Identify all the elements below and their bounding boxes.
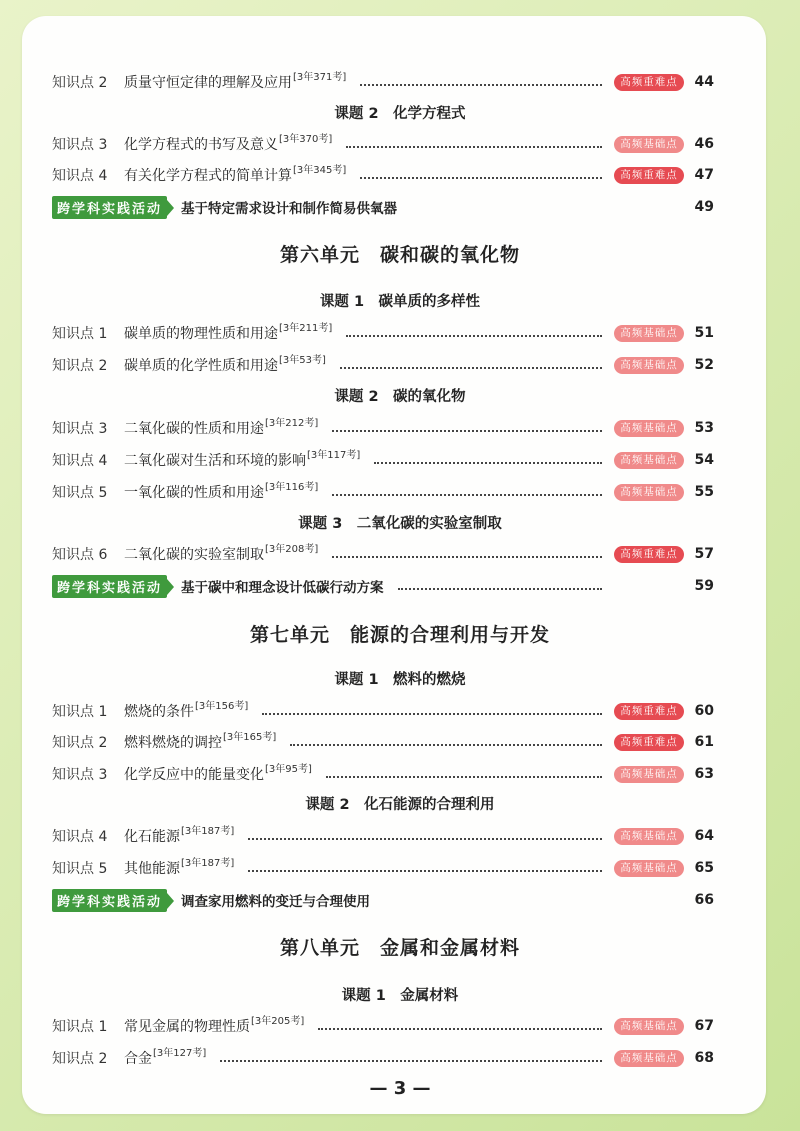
importance-badge: 高频重难点 xyxy=(614,167,684,184)
activity-tag: 跨学科实践活动 xyxy=(52,889,167,912)
unit-heading: 第八单元 金属和金属材料 xyxy=(279,937,520,959)
lesson-heading: 课题 1 燃料的燃烧 xyxy=(334,672,466,688)
activity-tag: 跨学科实践活动 xyxy=(52,575,167,598)
importance-badge: 高频基础点 xyxy=(614,766,684,783)
exam-frequency: [3年370考] xyxy=(279,133,333,145)
footer-page-number: — 3 — xyxy=(369,1078,431,1099)
entry-title: 二氧化碳的性质和用途 xyxy=(124,421,264,437)
toc-entry[interactable] xyxy=(52,353,714,377)
entry-title: 二氧化碳对生活和环境的影响 xyxy=(124,453,306,469)
toc-entry[interactable] xyxy=(52,416,714,440)
page-number: 55 xyxy=(694,484,714,500)
knowledge-point-number: 知识点 4 xyxy=(52,453,108,469)
page-number: 49 xyxy=(694,199,714,215)
unit-heading: 第七单元 能源的合理利用与开发 xyxy=(249,624,550,646)
page-number: 59 xyxy=(694,578,714,594)
entry-title: 二氧化碳的实验室制取 xyxy=(124,547,264,563)
lesson-heading: 课题 2 碳的氧化物 xyxy=(334,389,466,405)
toc-entry[interactable] xyxy=(52,730,714,754)
exam-frequency: [3年187考] xyxy=(181,857,235,869)
knowledge-point-number: 知识点 2 xyxy=(52,358,108,374)
toc-entry[interactable] xyxy=(52,321,714,345)
leader-dots xyxy=(326,776,602,778)
knowledge-point-number: 知识点 6 xyxy=(52,547,108,563)
importance-badge: 高频重难点 xyxy=(614,74,684,91)
activity-tag: 跨学科实践活动 xyxy=(52,196,167,219)
lesson-heading: 课题 1 金属材料 xyxy=(341,988,459,1004)
toc-entry[interactable] xyxy=(52,762,714,786)
exam-frequency: [3年95考] xyxy=(265,763,312,775)
activity-entry[interactable] xyxy=(52,888,714,912)
exam-frequency: [3年187考] xyxy=(181,825,235,837)
page-number: 47 xyxy=(694,167,714,183)
knowledge-point-number: 知识点 4 xyxy=(52,829,108,845)
toc-entry[interactable] xyxy=(52,70,714,94)
page-number: 53 xyxy=(694,420,714,436)
activity-title: 调查家用燃料的变迁与合理使用 xyxy=(181,894,371,910)
knowledge-point-number: 知识点 1 xyxy=(52,1019,108,1035)
activity-title: 基于特定需求设计和制作简易供氧器 xyxy=(181,201,398,217)
leader-dots xyxy=(248,838,602,840)
leader-dots xyxy=(360,177,602,179)
page-number: 61 xyxy=(694,734,714,750)
entry-title: 有关化学方程式的简单计算 xyxy=(124,168,292,184)
leader-dots xyxy=(374,462,602,464)
toc-entry[interactable] xyxy=(52,856,714,880)
importance-badge: 高频基础点 xyxy=(614,325,684,342)
knowledge-point-number: 知识点 3 xyxy=(52,421,108,437)
badge-placeholder xyxy=(614,578,684,595)
page-number: 60 xyxy=(694,703,714,719)
toc-entry[interactable] xyxy=(52,163,714,187)
knowledge-point-number: 知识点 2 xyxy=(52,1051,108,1067)
leader-dots xyxy=(346,146,602,148)
importance-badge: 高频基础点 xyxy=(614,860,684,877)
lesson-heading: 课题 2 化学方程式 xyxy=(334,106,466,122)
page-number: 54 xyxy=(694,452,714,468)
toc-entry[interactable] xyxy=(52,699,714,723)
exam-frequency: [3年211考] xyxy=(279,322,333,334)
knowledge-point-number: 知识点 5 xyxy=(52,861,108,877)
importance-badge: 高频基础点 xyxy=(614,828,684,845)
importance-badge: 高频重难点 xyxy=(614,546,684,563)
page-number: 46 xyxy=(694,136,714,152)
activity-entry[interactable] xyxy=(52,574,714,598)
entry-title: 质量守恒定律的理解及应用 xyxy=(124,75,292,91)
leader-dots xyxy=(290,744,602,746)
entry-title: 常见金属的物理性质 xyxy=(124,1019,250,1035)
toc-entry[interactable] xyxy=(52,132,714,156)
exam-frequency: [3年208考] xyxy=(265,543,319,555)
page-number: 44 xyxy=(694,74,714,90)
knowledge-point-number: 知识点 3 xyxy=(52,137,108,153)
knowledge-point-number: 知识点 2 xyxy=(52,75,108,91)
activity-title: 基于碳中和理念设计低碳行动方案 xyxy=(181,580,384,596)
importance-badge: 高频基础点 xyxy=(614,420,684,437)
importance-badge: 高频重难点 xyxy=(614,703,684,720)
page-number: 68 xyxy=(694,1050,714,1066)
exam-frequency: [3年212考] xyxy=(265,417,319,429)
page-number: 66 xyxy=(694,892,714,908)
exam-frequency: [3年205考] xyxy=(251,1015,305,1027)
knowledge-point-number: 知识点 4 xyxy=(52,168,108,184)
exam-frequency: [3年371考] xyxy=(293,71,347,83)
lesson-heading: 课题 2 化石能源的合理利用 xyxy=(305,797,495,813)
activity-entry[interactable] xyxy=(52,195,714,219)
entry-title: 碳单质的化学性质和用途 xyxy=(124,358,278,374)
leader-dots xyxy=(332,430,602,432)
page-number: 64 xyxy=(694,828,714,844)
knowledge-point-number: 知识点 2 xyxy=(52,735,108,751)
leader-dots xyxy=(248,870,602,872)
importance-badge: 高频基础点 xyxy=(614,1050,684,1067)
knowledge-point-number: 知识点 3 xyxy=(52,767,108,783)
unit-heading: 第六单元 碳和碳的氧化物 xyxy=(279,244,520,266)
importance-badge: 高频基础点 xyxy=(614,136,684,153)
toc-entry[interactable] xyxy=(52,824,714,848)
toc-entry[interactable] xyxy=(52,542,714,566)
leader-dots xyxy=(332,494,602,496)
page-number: 52 xyxy=(694,357,714,373)
page-number: 51 xyxy=(694,325,714,341)
exam-frequency: [3年116考] xyxy=(265,481,319,493)
entry-title: 碳单质的物理性质和用途 xyxy=(124,326,278,342)
toc-entry[interactable] xyxy=(52,1014,714,1038)
importance-badge: 高频基础点 xyxy=(614,484,684,501)
importance-badge: 高频基础点 xyxy=(614,1018,684,1035)
importance-badge: 高频基础点 xyxy=(614,357,684,374)
leader-dots xyxy=(332,556,602,558)
entry-title: 合金 xyxy=(124,1051,152,1067)
importance-badge: 高频基础点 xyxy=(614,452,684,469)
page-number: 65 xyxy=(694,860,714,876)
toc-entry[interactable] xyxy=(52,448,714,472)
knowledge-point-number: 知识点 1 xyxy=(52,704,108,720)
leader-dots xyxy=(318,1028,602,1030)
lesson-heading: 课题 3 二氧化碳的实验室制取 xyxy=(298,516,502,532)
leader-dots xyxy=(398,588,602,590)
page-number: 67 xyxy=(694,1018,714,1034)
page-number: 63 xyxy=(694,766,714,782)
importance-badge: 高频重难点 xyxy=(614,734,684,751)
page-number: 57 xyxy=(694,546,714,562)
entry-title: 其他能源 xyxy=(124,861,180,877)
leader-dots xyxy=(346,335,602,337)
exam-frequency: [3年117考] xyxy=(307,449,361,461)
leader-dots xyxy=(360,84,602,86)
entry-title: 燃烧的条件 xyxy=(124,704,194,720)
lesson-heading: 课题 1 碳单质的多样性 xyxy=(319,294,481,310)
leader-dots xyxy=(262,713,602,715)
entry-title: 化学方程式的书写及意义 xyxy=(124,137,278,153)
toc-entry[interactable] xyxy=(52,480,714,504)
entry-title: 化石能源 xyxy=(124,829,180,845)
leader-dots xyxy=(340,367,602,369)
exam-frequency: [3年53考] xyxy=(279,354,326,366)
entry-title: 燃料燃烧的调控 xyxy=(124,735,222,751)
knowledge-point-number: 知识点 5 xyxy=(52,485,108,501)
leader-dots xyxy=(220,1060,602,1062)
exam-frequency: [3年165考] xyxy=(223,731,277,743)
knowledge-point-number: 知识点 1 xyxy=(52,326,108,342)
exam-frequency: [3年345考] xyxy=(293,164,347,176)
toc-entry[interactable] xyxy=(52,1046,714,1070)
entry-title: 一氧化碳的性质和用途 xyxy=(124,485,264,501)
exam-frequency: [3年156考] xyxy=(195,700,249,712)
entry-title: 化学反应中的能量变化 xyxy=(124,767,264,783)
exam-frequency: [3年127考] xyxy=(153,1047,207,1059)
